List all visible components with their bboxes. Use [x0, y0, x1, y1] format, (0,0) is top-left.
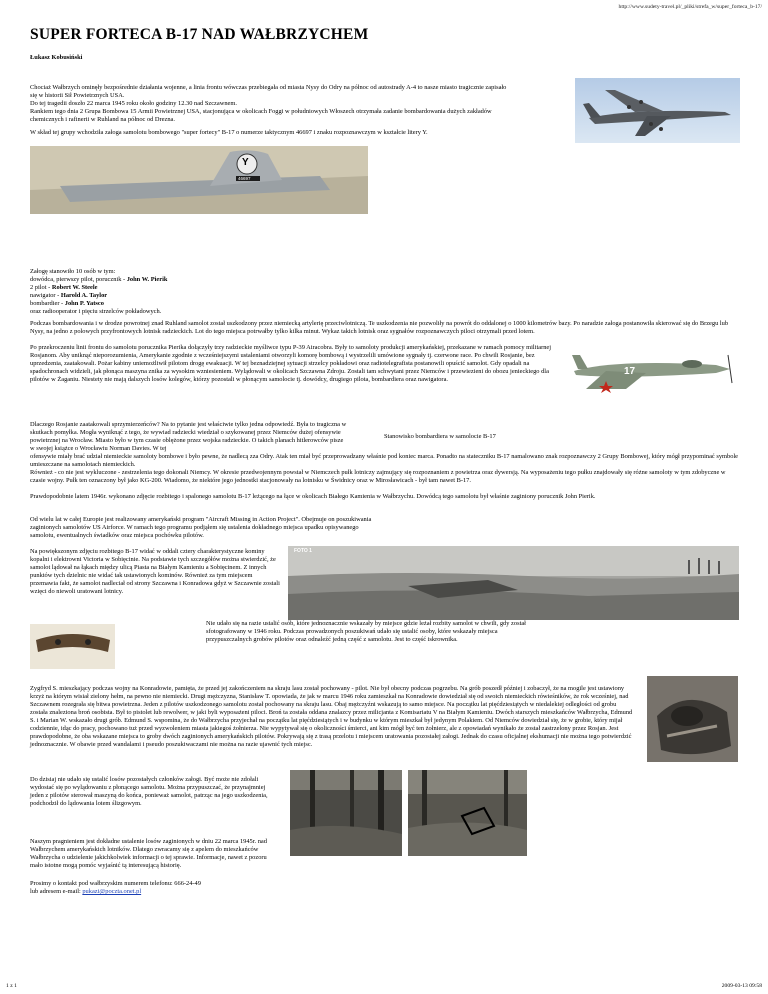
- intro-paragraph: Chociaż Wałbrzych ominęły bezpośrednie działania wojenne, a linia frontu wówczas przebiegała od miasta Nysy do Odry na północ od autostrady A-4 to nasze miasto tragicznie zapisało się w historii Sił Powietrznych USA. Do tej tragedii doszło 22 marca 1945 roku około godziny 12.30 nad Szczawnem. Rankiem tego dnia 2 Grupa Bombowa 15 Armii Powietrznej USA, stacjonująca w okolicach Foggi w południowych Włoszech otrzymała zadanie bombardowania dużych zakładów chemicznych i rafinerii w Ruhland na północ od Drezna.: [30, 84, 507, 123]
- article-title: SUPER FORTECA B-17 NAD WAŁBRZYCHEM: [30, 26, 369, 43]
- page-count: 1 z 1: [6, 983, 17, 989]
- paragraph-witness: Zygfryd S. mieszkający podczas wojny na Konradowie, pamięta, że przed jej zakończeniem na skraju lasu został pochowany - pilot. Nie był obecny podczas pogrzebu. Na grób poszedł później i zobaczył, że na mogile jest ustawiony krzyż na którym wisiał zielony hełm, na pewno nie niemiecki. Drugi mężczyzna, Stanisław T. opowiada, że jak w marcu 1946 roku zamieszkał na Konradowie dowiedział się od swoich niemieckich rówieśników, że rok wcześniej, nad Szczawnem rozegrała się bitwa powietrzna. Jeden z pilotów uszkodzonego samolotu został pochowany na skraju lasu. Obaj mężczyźni wskazują to samo miejsce. Na początku lat pięćdziesiątych w niedalekiej odległości od grobu została znaleziona broń osobista. Był to pistolet lub rewolwer, w jaki byli wyposażeni piloci. Broń ta została oddana znalazcy przez milicjanta z Komisariatu V na Białym Kamieniu. Dwóch starszych mieszkańców Wałbrzycha, Edmund S. i Marian W. wskazało drugi grób. Edmund S. wspomina, że do Wałbrzycha przyjechał na początku lat pięćdziesiątych i w budynku w którym mieszkał był jedynym Polakiem. Od Niemców dowiedział się, że w grobie, który mijał codziennie, idąc do pracy, pochowano tuż przed wyzwoleniem miasta jakiegoś żołnierza. Nie wypytywał się o okoliczności śmierci, ani kim mógł być ten żołnierz, ale z opowiadań wynikało że został zastrzelony przez Rosjan. Jest prawdopodobne, że oba wskazane miejsca to groby dwóch zaginionych amerykańskich pilotów. Pokrywają się z trasą przelotu i miejscem uratowania pozostałej załogi. Jednak do czasu oficjalnej ekshumacji nie można tego potwierdzić jednoznacznie. W obawie przed wandalami i pseudo poszukiwaczami nie można na razie ujawnić tych miejsc.: [30, 685, 633, 748]
- crew-list: Załogę stanowiło 10 osób w tym: dowódca, pierwszy pilot, porucznik - John W. Pierik 2 pilot - Robert W. Steele nawigator - Harold A. Taylor bombardier - John P. Yatsco oraz radiooperator i pięciu strzelców pokładowych.: [30, 268, 168, 315]
- contact-block: Prosimy o kontakt pod wałbrzyskim numerem telefonu: 666-24-49 lub adresem e-mail: pukazi@poczta.onet.pl: [30, 880, 201, 895]
- paragraph-photo: Prawdopodobnie latem 1946r. wykonano zdjęcie rozbitego i spalonego samolotu B-17 leżącego na łące w okolicach Białego Kamienia w Wałbrzychu. Dowódcą tego samolotu był właśnie zaginiony porucznik John Pierik.: [30, 493, 596, 500]
- magneto-part-photo: [30, 624, 115, 669]
- crew-intro: W skład tej grupy wchodziła załoga samolotu bombowego "super fortecy" B-17 o numerze taktycznym 46697 i znaku rozpoznawczym w kształcie litery Y.: [30, 129, 428, 136]
- email-link[interactable]: pukazi@poczta.onet.pl: [82, 888, 142, 895]
- b17-wreck-photo: [288, 546, 739, 620]
- paragraph-why-c: Również - co nie jest wykluczone - zestrzelenia tego dokonali Niemcy. W okresie przedwojennym powstał w Niemczech pułk lotniczy zajmujący się rozpoznaniem z powietrza oraz dywersją. Na wyposażeniu tego pułku znajdowały się różne samoloty w tym zdobyczne w czasie wojny. Pułk ten oznaczony był jako KG-200. Wiadomo, że niektóre jego jednostki stacjonowały na lotnisku w Świdnicy oraz w Mirosławicach - był tam nawet B-17.: [30, 469, 726, 484]
- soldier-photo: [647, 676, 738, 762]
- p39-airacobra-illustration: [566, 345, 736, 393]
- article-author: Łukasz Kobusiński: [30, 54, 83, 61]
- bombardier-name: John P. Yatsco: [64, 300, 104, 307]
- b17-tail-photo: [30, 146, 368, 214]
- paragraph-why-a: Dlaczego Rosjanie zaatakowali sprzymierzeńców? Na to pytanie jest właściwie tylko jedna odpowiedź. Była to tragiczna w skutkach pomyłka. Mogła wyniknąć z tego, że wywiad radziecki wiedział o szykowanej przez Niemców dużej ofensywie powietrznej na Wrocław. Miasto było w tym czasie oblężone przez wojska radzieckie. O takich planach hitlerowców pisze w swojej książce o Wrocławiu Norman Davies. W tej: [30, 421, 347, 452]
- svg-text:17: 17: [624, 366, 636, 377]
- paragraph-notyet: Do dzisiaj nie udało się ustalić losów pozostałych członków załogi. Być może nie zdołali wydostać się po wylądowaniu z płonącego samolotu. Można przypuszczać, że przynajmniej jeden z pilotów sterował maszyną do końca, ponieważ samolot, patrząc na jego uszkodzenia, podchodził do lądowania lotem ślizgowym.: [30, 776, 268, 807]
- print-date: 2009-03-13 09:58: [721, 983, 762, 989]
- caption-bombardier-station: Stanowisko bombardiera w samolocie B-17: [384, 433, 496, 440]
- tail-letter: Y: [242, 157, 249, 168]
- paragraph-goal: Naszym pragnieniem jest dokładne ustalenie losów zaginionych w dniu 22 marca 1945r. nad Wałbrzychem amerykańskich lotników. Dlatego zwracamy się z apelem do mieszkańców Wałbrzycha o udzielenie jakichkolwiek informacji o tej sprawie. Informacje, nawet z pozoru mało istotne mogą pomóc wyjaśnić tą interesującą historię.: [30, 838, 267, 869]
- paragraph-enlarged: Na powiększonym zdjęciu rozbitego B-17 widać w oddali cztery charakterystyczne kominy kopalni i elektrowni Victoria w Sobięcinie. Na podstawie tych szczegółów można stwierdzić, że samolot lądował na łąkach między ulicą Piasta na Białym Kamieniu a Sobięcinem. Z innych punktów tych dzielnic nie widać tak ustawionych kominów. Również za tym miejscem przemawia fakt, że samolot nadleciał od strony Szczawna i Konradowa gdyż w Szczawnie zostali wzięci do niewoli uratowani lotnicy.: [30, 548, 280, 595]
- paragraph-program: Od wielu lat w całej Europie jest realizowany amerykański program "Aircraft Missing in Action Project". Obejmuje on poszukiwania zaginionych samolotów US Airforce. W ramach tego programu podjąłem się ustalenia dokładnego miejsca upadku opisywanego samolotu, ewentualnych świadków oraz miejsca pochówku pilotów.: [30, 516, 372, 539]
- paragraph-why-b: ofensywie miały brać udział niemieckie samoloty bombowe i było pewne, że nadlecą zza Odry. Atak ten miał być przeprowadzany właśnie pod koniec marca. Ponadto na stateczniku B-17 namalowano znak rozpoznawczy 2 Grupy Bombowej, który mógł przypominać symbole umieszczane na samolotach niemieckich.: [30, 453, 739, 468]
- photo-label: FOTO 1: [294, 548, 312, 554]
- navigator-name: Harold A. Taylor: [60, 292, 108, 299]
- tail-number: 46697: [238, 176, 251, 181]
- forest-photo-left: [290, 770, 402, 856]
- paragraph-crashsite: Nie udało się na razie ustalić osób, które jednoznacznie wskazały by miejsce gdzie leżał rozbity samolot w chwili, gdy został sfotografowany w 1946 roku. Podczas prowadzonych poszukiwań udało się ustalić osoby, które wskazały miejsca przypuszczalnych grobów pilotów oraz odnaleźć jedną część z samolotu. Jest to część iskrownika.: [206, 620, 526, 643]
- copilot-name: Robert W. Steele: [51, 284, 98, 291]
- pilot-name: John W. Pierik: [126, 276, 168, 283]
- paragraph-front: Po przekroczeniu linii frontu do samolotu porucznika Pierika dołączyły trzy radzieckie myśliwce typu P-39 Airacobra. Były to samoloty produkcji amerykańskiej, przekazane w ramach pomocy militarnej Rosjanom. Aby uniknąć nieporozumienia, Amerykanie zgodnie z wcześniejszymi ustaleniami otworzyli komorę bombową i wystrzelili umówione sygnały tj. czerwone race. Po chwili Rosjanie, bez uprzedzenia, zaatakowali. Pożar kabiny uniemożliwił pilotom drogę ewakuacji. W tej beznadziejnej sytuacji strzelcy pokładowi oraz radiotelegrafista postanowili opuścić samolot. Gdy opadali na spadochronach widzieli, jak płonąca maszyna znika za wysokim wzniesieniem. Wylądowali w okolicach Szczawna Zdroju. Zostali tam schwytani przez Niemców i przewiezieni do obozu jenieckiego dla pilotów w Żaganiu. Niestety nie mają dalszych losów kolegów, którzy pozostali w płonącym samolocie tj. dowódcy, drugiego pilota, bombardiera oraz nawigatora.: [30, 344, 552, 383]
- page-url: http://www.sudety-travel.pl/_pliki/strefa_w/super_forteca_b-17/: [618, 4, 762, 10]
- paragraph-bombing: Podczas bombardowania i w drodze powrotnej znad Ruhland samolot został uszkodzony przez niemiecką artylerię przeciwlotniczą. Te uszkodzenia nie pozwoliły na powrót do oddalonej o 1000 kilometrów bazy. Po naradzie załoga postanowiła skierować się do Brzegu lub Nysy, na jedno z polowych przyfrontowych lotnisk radzieckich. Lot do tego miejsca potrwałby tylko kilka minut. Wykaz takich lotnisk oraz sygnałów rozpoznawczych piloci otrzymali przed lotem.: [30, 320, 729, 335]
- forest-photo-right: [408, 770, 527, 856]
